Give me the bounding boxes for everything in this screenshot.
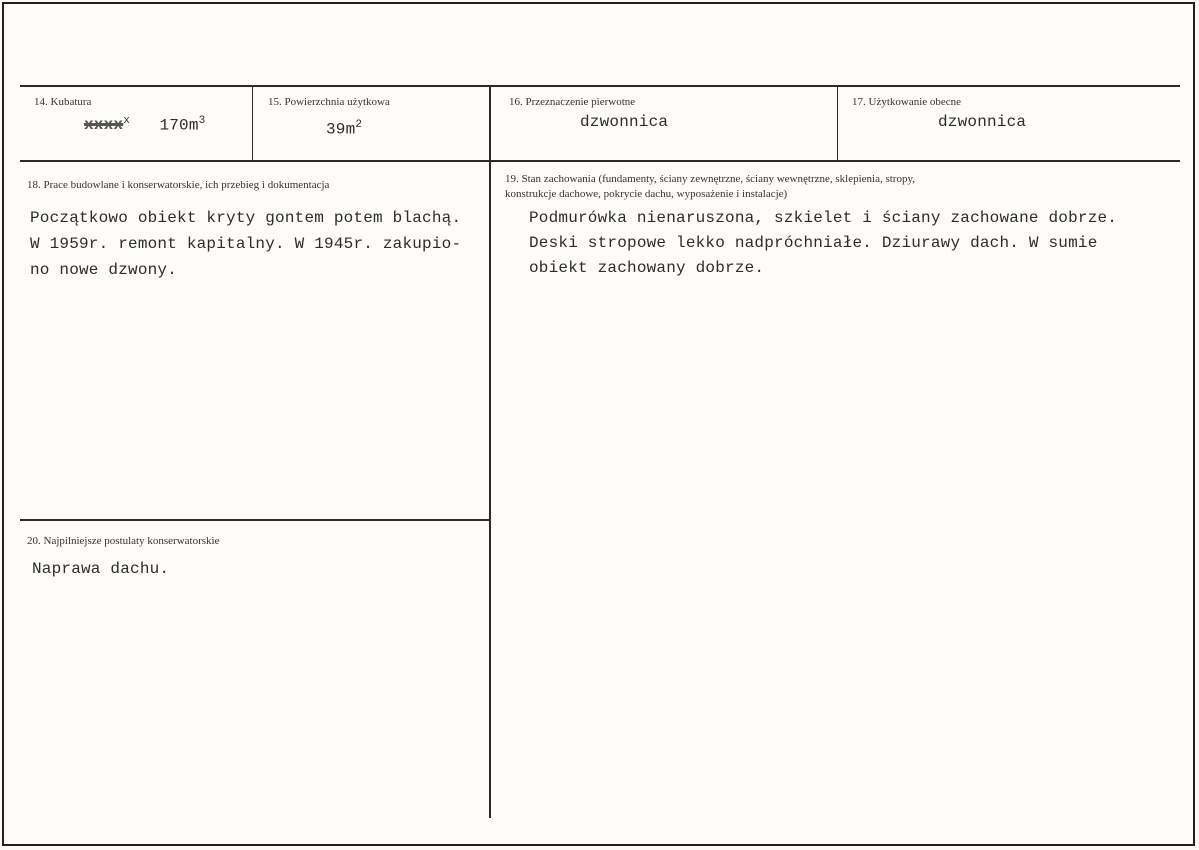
divider-top bbox=[20, 85, 1180, 87]
field-16-label: 16. Przeznaczenie pierwotne bbox=[509, 96, 636, 108]
field-18-line-2: W 1959r. remont kapitalny. W 1945r. zakupio- bbox=[30, 235, 462, 253]
field-19-label-line-2: konstrukcje dachowe, pokrycie dachu, wyposażenie i instalacje) bbox=[505, 188, 788, 200]
field-14-volume: 170m bbox=[159, 116, 199, 135]
field-15-area: 39m bbox=[326, 120, 356, 139]
divider-v1 bbox=[252, 86, 253, 161]
field-19-line-2: Deski stropowe lekko nadpróchniałe. Dziurawy dach. W sumie bbox=[529, 234, 1098, 252]
field-20-value: Naprawa dachu. bbox=[32, 560, 170, 578]
field-19-line-1: Podmurówka nienaruszona, szkielet i ściany zachowane dobrze. bbox=[529, 209, 1118, 227]
field-16-value: dzwonnica bbox=[580, 113, 669, 131]
field-19-line-3: obiekt zachowany dobrze. bbox=[529, 259, 765, 277]
field-14-value bbox=[84, 108, 205, 138]
field-19-label-line-1: 19. Stan zachowania (fundamenty, ściany zewnętrzne, ściany wewnętrzne, sklepienia, stropy, bbox=[505, 173, 916, 185]
field-14-volume-sup: 3 bbox=[198, 115, 206, 127]
field-20-label: 20. Najpilniejsze postulaty konserwatorskie bbox=[27, 535, 220, 547]
field-18-line-3: no nowe dzwony. bbox=[30, 261, 178, 279]
divider-row1 bbox=[20, 160, 1180, 162]
divider-v3 bbox=[837, 86, 838, 161]
field-14-struck-value: xxxx bbox=[84, 116, 124, 135]
field-17-value: dzwonnica bbox=[938, 113, 1027, 131]
field-18-line-1: Początkowo obiekt kryty gontem potem blachą. bbox=[30, 209, 462, 227]
field-15-area-sup: 2 bbox=[355, 119, 363, 131]
field-15-label: 15. Powierzchnia użytkowa bbox=[268, 96, 390, 108]
field-14-label: 14. Kubatura bbox=[34, 96, 92, 108]
field-14-struck-sup: x bbox=[123, 115, 131, 127]
divider-v2 bbox=[489, 86, 491, 818]
field-15-value bbox=[326, 112, 362, 142]
field-17-label: 17. Użytkowanie obecne bbox=[852, 96, 962, 108]
field-18-label: 18. Prace budowlane i konserwatorskie, ich przebieg i dokumentacja bbox=[27, 179, 330, 191]
divider-field20 bbox=[20, 519, 489, 521]
